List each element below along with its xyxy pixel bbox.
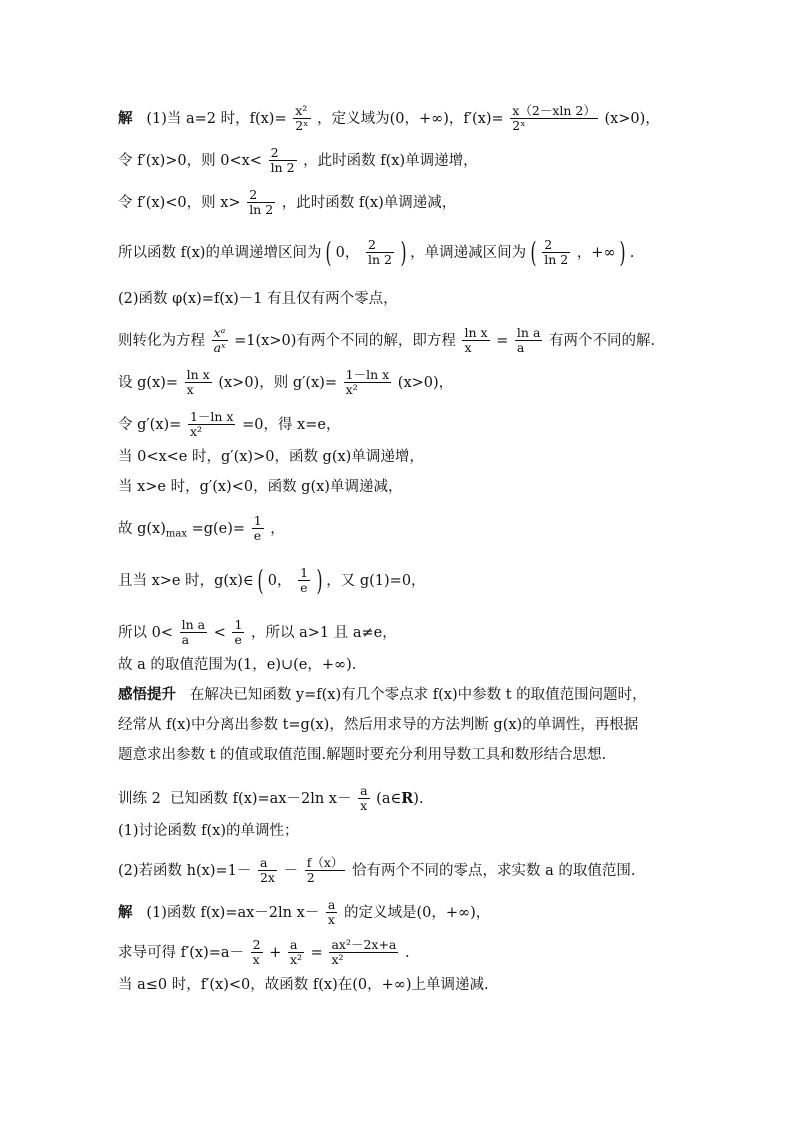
fraction: $\frac{\text{1－ln x}}{\text{x²}}$ [345,367,390,397]
text: 所以 0< [118,624,173,641]
text: + [269,944,282,961]
text: = [310,944,323,961]
left-paren-glyph: ( [530,235,537,269]
fraction: $\frac{a}{x}$ [327,897,336,927]
right-paren-glyph: ) [316,563,323,597]
fraction: $\frac{2}{\ln 2}$ [249,187,274,217]
text: 且当 x>e 时，g(x)∈ [118,572,254,589]
text: 所以函数 f(x)的单调递增区间为 [118,244,322,261]
fraction: $\frac{2}{\ln 2}$ [544,237,569,267]
fraction: $\frac{1}{e}$ [253,513,262,543]
insight-title: 感悟提升 [118,686,176,703]
fraction: $\frac{a}{x}$ [360,783,368,813]
solution1-line9: 当 0<x<e 时，g′(x)>0，函数 g(x)单调递增， [118,449,424,465]
solution-lead: 解 [118,903,133,921]
text: =0，得 x=e， [242,416,341,433]
solution1-line7 [118,368,453,397]
text: 0， [335,244,360,261]
text: ，此时函数 f(x)单调递减， [281,194,457,211]
text: ，又 g(1)=0， [326,572,426,589]
fraction: $\frac{x(2-xln 2)}{\text{2ˣ}}$ [512,103,596,133]
text: (2)若函数 h(x)=1－ [118,862,252,879]
text: < [213,624,226,641]
fraction: $\frac{a}{\text{x²}}$ [290,937,303,967]
text: 求导可得 f′(x)=a－ [118,944,245,961]
text: (x>0)，则 g′(x)= [218,374,338,391]
fraction: $\frac{2}{\ln 2}$ [367,237,392,267]
text: ，所以 a>1 且 a≠e， [251,624,397,641]
fraction: $\frac{\text{ln a}}{a}$ [181,617,206,647]
fraction: $\frac{2}{x}$ [252,937,261,967]
fraction: $\frac{f(x)}{2}$ [306,855,344,885]
text: 令 g′(x)= [118,416,182,433]
fraction: $\frac{\text{ln x}}{x}$ [464,325,488,355]
left-paren-glyph: ( [257,563,264,597]
solution2-line3: 当 a≤0 时，f′(x)<0，故函数 f(x)在(0，+∞)上单调递减. [118,977,489,993]
text: ，单调递减区间为 [410,244,527,261]
text: － [283,862,299,879]
text: 已知函数 f(x)=ax－2ln x－ [170,790,352,807]
left-paren-glyph: ( [325,235,332,269]
solution1-line8 [118,410,340,439]
solution1-line4 [118,235,635,269]
solution2-line2 [118,938,410,967]
fraction: $\frac{\text{ax²－2x+a}}{\text{x²}}$ [331,937,397,967]
text: 则转化为方程 [118,332,205,349]
solution1-line1 [118,104,660,133]
solution1-line12 [118,563,426,597]
solution1-line13 [118,618,397,647]
text: (1)函数 f(x)=ax－2ln x－ [146,904,320,921]
text: 设 g(x)= [118,374,179,391]
solution2-line1 [118,898,490,927]
text: 令 f′(x)<0，则 x> [118,194,241,211]
text: ，定义域为(0，+∞)，f′(x)= [317,110,504,127]
solution1-line6 [118,326,655,355]
text: =g(e)= [191,520,246,537]
fraction: $\frac{1}{e}$ [300,565,309,595]
solution1-line2 [118,146,478,175]
right-paren-glyph: ) [619,235,626,269]
solution1-line3 [118,188,456,217]
text: =1(x>0)有两个不同的解，即方程 [234,332,456,349]
text: R [401,789,414,807]
right-paren-glyph: ) [400,235,407,269]
text: 0， [267,572,292,589]
fraction: $\frac{a}{2x}$ [259,855,275,885]
text: . [629,244,635,261]
text: 令 f′(x)>0，则 0<x< [118,152,262,169]
text: ，+∞ [576,244,616,261]
fraction: $\frac{\text{ln x}}{x}$ [186,367,210,397]
fraction: $\frac{\text{ln a}}{a}$ [516,325,541,355]
fraction: $\frac{\text{xᵃ}}{\text{aˣ}}$ [213,325,226,355]
solution1-line14: 故 a 的取值范围为(1，e)∪(e，+∞). [118,657,357,673]
text: 故 g(x) [118,520,166,537]
solution1-line10: 当 x>e 时，g′(x)<0，函数 g(x)单调递减， [118,479,403,495]
fraction: $\frac{\text{1－ln x}}{\text{x²}}$ [189,409,234,439]
text: = [496,332,509,349]
exercise-q2 [118,856,635,885]
fraction: $\frac{1}{e}$ [234,617,243,647]
solution-lead: 解 [118,109,133,127]
text: . [405,944,410,961]
exercise-label: 训练 2 [118,790,161,807]
exercise-stem [118,784,424,813]
subscript: max [165,528,187,540]
text: 有两个不同的解. [549,332,656,349]
text: (x>0)， [604,110,660,127]
text: ， [270,520,285,537]
text: ，此时函数 f(x)单调递增， [303,152,478,169]
text: 在解决已知函数 y=f(x)有几个零点求 f(x)中参数 t 的取值范围问题时， [189,687,647,703]
solution1-line5: (2)函数 φ(x)=f(x)－1 有且仅有两个零点， [118,291,398,307]
fraction: $\frac{2}{\ln 2}$ [270,145,295,175]
text: ). [413,790,424,807]
insight-line2: 经常从 f(x)中分离出参数 t=g(x)，然后用求导的方法判断 g(x)的单调性，再根据 [118,717,639,733]
insight-line1 [118,686,647,704]
exercise-q1: (1)讨论函数 f(x)的单调性； [118,823,299,839]
text: (1)当 a=2 时，f(x)= [146,110,287,127]
text: 的定义域是(0，+∞)， [343,904,491,921]
solution1-line11 [118,514,285,543]
text: (a∈ [376,790,402,807]
text: (x>0)， [397,374,454,391]
fraction: $\frac{\text{x²}}{\text{2ˣ}}$ [295,103,309,133]
insight-line3: 题意求出参数 t 的值或取值范围.解题时要充分利用导数工具和数形结合思想. [118,747,607,763]
text: 恰有两个不同的零点，求实数 a 的取值范围. [352,862,636,879]
